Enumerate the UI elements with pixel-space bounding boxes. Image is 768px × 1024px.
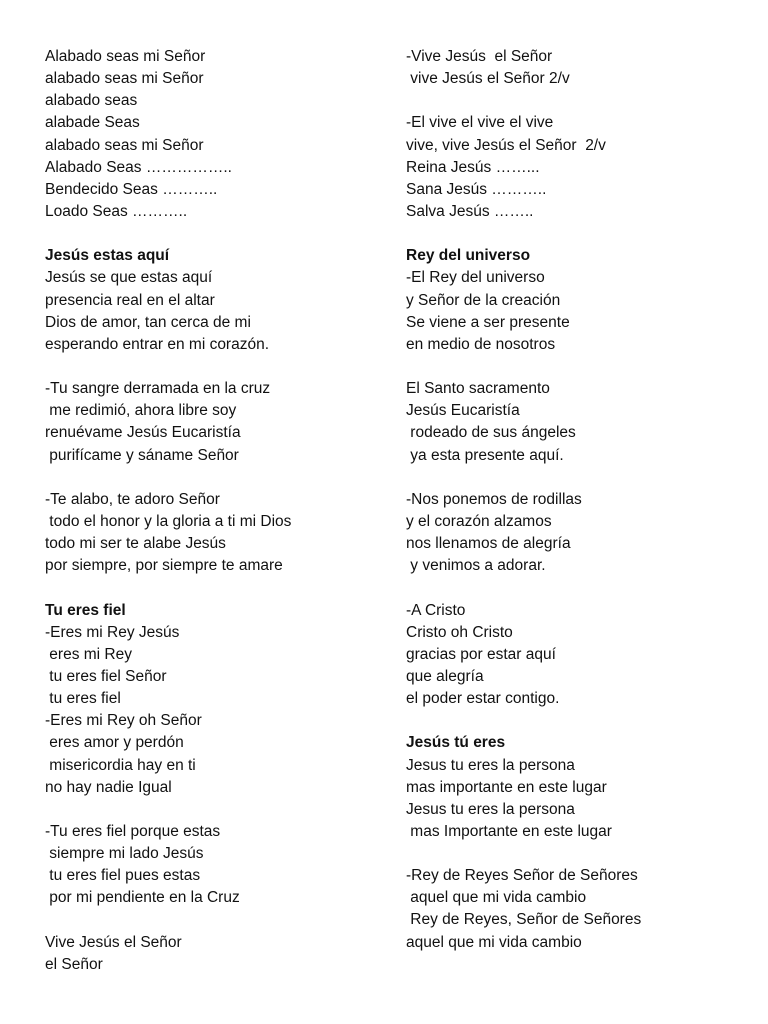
right-lyric-line: vive, vive Jesús el Señor 2/v <box>406 136 606 154</box>
left-lyric-line: eres mi Rey <box>45 645 132 663</box>
left-lyric-line: alabado seas mi Señor <box>45 70 204 88</box>
left-blank-line <box>45 909 375 931</box>
left-lyric-line: Vive Jesús el Señor <box>45 933 182 951</box>
left-lyric-line: por mi pendiente en la Cruz <box>45 889 240 907</box>
left-blank-line <box>45 356 375 378</box>
left-lyric-line: esperando entrar en mi corazón. <box>45 335 270 353</box>
right-song-title: Rey del universo <box>406 247 531 265</box>
left-lyric-line: -Te alabo, te adoro Señor <box>45 490 220 508</box>
left-lyric-line: tu eres fiel <box>45 690 121 708</box>
right-lyric-line: -El vive el vive el vive <box>406 114 554 132</box>
right-lyric-line: gracias por estar aquí <box>406 645 556 663</box>
right-lyric-line: que alegría <box>406 667 484 685</box>
right-blank-line <box>406 710 746 732</box>
left-lyric-line: alabado seas mi Señor <box>45 136 204 154</box>
left-lyric-line: presencia real en el altar <box>45 291 215 309</box>
left-lyric-line: eres amor y perdón <box>45 734 184 752</box>
left-lyric-line: alabado seas <box>45 92 138 110</box>
left-column <box>45 46 375 976</box>
right-lyric-line: y venimos a adorar. <box>406 557 546 575</box>
right-lyric-line: Cristo oh Cristo <box>406 623 513 641</box>
left-lyric-line: todo mi ser te alabe Jesús <box>45 535 226 553</box>
right-lyric-line: nos llenamos de alegría <box>406 535 571 553</box>
left-lyric-line: por siempre, por siempre te amare <box>45 557 283 575</box>
right-lyric-line: Rey de Reyes, Señor de Señores <box>406 911 642 929</box>
right-lyric-line: mas importante en este lugar <box>406 778 607 796</box>
right-lyric-line: el poder estar contigo. <box>406 690 560 708</box>
left-blank-line <box>45 577 375 599</box>
left-lyric-line: Loado Seas ……….. <box>45 202 188 220</box>
left-song-title: Jesús estas aquí <box>45 247 170 265</box>
right-lyric-line: Jesus tu eres la persona <box>406 756 575 774</box>
left-lyric-line: Alabado seas mi Señor <box>45 48 206 65</box>
right-lyric-line: aquel que mi vida cambio <box>406 933 582 951</box>
right-lyric-line: Sana Jesús ……….. <box>406 180 547 198</box>
right-lyric-line: en medio de nosotros <box>406 335 556 353</box>
right-blank-line <box>406 356 746 378</box>
right-lyric-line: Reina Jesús ……... <box>406 158 540 176</box>
right-lyric-line: vive Jesús el Señor 2/v <box>406 70 570 88</box>
left-lyric-line: Bendecido Seas ……….. <box>45 180 218 198</box>
right-blank-line <box>406 223 746 245</box>
right-song-title: Jesús tú eres <box>406 734 506 752</box>
left-blank-line <box>45 799 375 821</box>
left-lyric-line: -Eres mi Rey oh Señor <box>45 712 202 730</box>
left-lyric-line: todo el honor y la gloria a ti mi Dios <box>45 512 292 530</box>
right-blank-line <box>406 467 746 489</box>
right-lyric-line: rodeado de sus ángeles <box>406 424 576 442</box>
left-lyric-line: alabade Seas <box>45 114 140 132</box>
left-song-title: Tu eres fiel <box>45 601 126 619</box>
right-lyric-line: Jesus tu eres la persona <box>406 800 575 818</box>
left-lyric-line: misericordia hay en ti <box>45 756 196 774</box>
right-lyric-line: El Santo sacramento <box>406 380 550 398</box>
right-lyric-line: -Rey de Reyes Señor de Señores <box>406 867 638 885</box>
right-lyric-line: mas Importante en este lugar <box>406 822 612 840</box>
left-lyric-line: Alabado Seas …………….. <box>45 158 232 176</box>
left-lyric-line: purifícame y sáname Señor <box>45 446 239 464</box>
right-blank-line <box>406 90 746 112</box>
right-lyric-line: -Nos ponemos de rodillas <box>406 490 582 508</box>
left-lyric-line: tu eres fiel Señor <box>45 667 167 685</box>
right-lyric-line: y el corazón alzamos <box>406 512 552 530</box>
right-blank-line <box>406 843 746 865</box>
left-lyric-line: -Eres mi Rey Jesús <box>45 623 180 641</box>
right-lyric-line: aquel que mi vida cambio <box>406 889 587 907</box>
right-lyric-line: -El Rey del universo <box>406 269 545 287</box>
left-lyric-line: siempre mi lado Jesús <box>45 845 204 863</box>
right-column <box>406 46 746 954</box>
left-blank-line <box>45 467 375 489</box>
left-lyric-line: Dios de amor, tan cerca de mi <box>45 313 251 331</box>
left-lyric-line: Jesús se que estas aquí <box>45 269 213 287</box>
left-lyric-line: -Tu eres fiel porque estas <box>45 822 221 840</box>
left-lyric-line: no hay nadie Igual <box>45 778 172 796</box>
left-lyric-line: tu eres fiel pues estas <box>45 867 201 885</box>
right-lyric-line: -A Cristo <box>406 601 466 619</box>
right-lyric-line: ya esta presente aquí. <box>406 446 564 464</box>
right-lyric-line: y Señor de la creación <box>406 291 561 309</box>
right-lyric-line: Se viene a ser presente <box>406 313 570 331</box>
left-lyric-line: renuévame Jesús Eucaristía <box>45 424 241 442</box>
right-lyric-line: -Vive Jesús el Señor <box>406 48 553 65</box>
right-blank-line <box>406 577 746 599</box>
right-lyric-line: Jesús Eucaristía <box>406 402 520 420</box>
left-lyric-line: me redimió, ahora libre soy <box>45 402 237 420</box>
left-lyric-line: -Tu sangre derramada en la cruz <box>45 380 271 398</box>
right-lyric-line: Salva Jesús …….. <box>406 202 534 220</box>
left-blank-line <box>45 223 375 245</box>
left-lyric-line: el Señor <box>45 955 103 973</box>
